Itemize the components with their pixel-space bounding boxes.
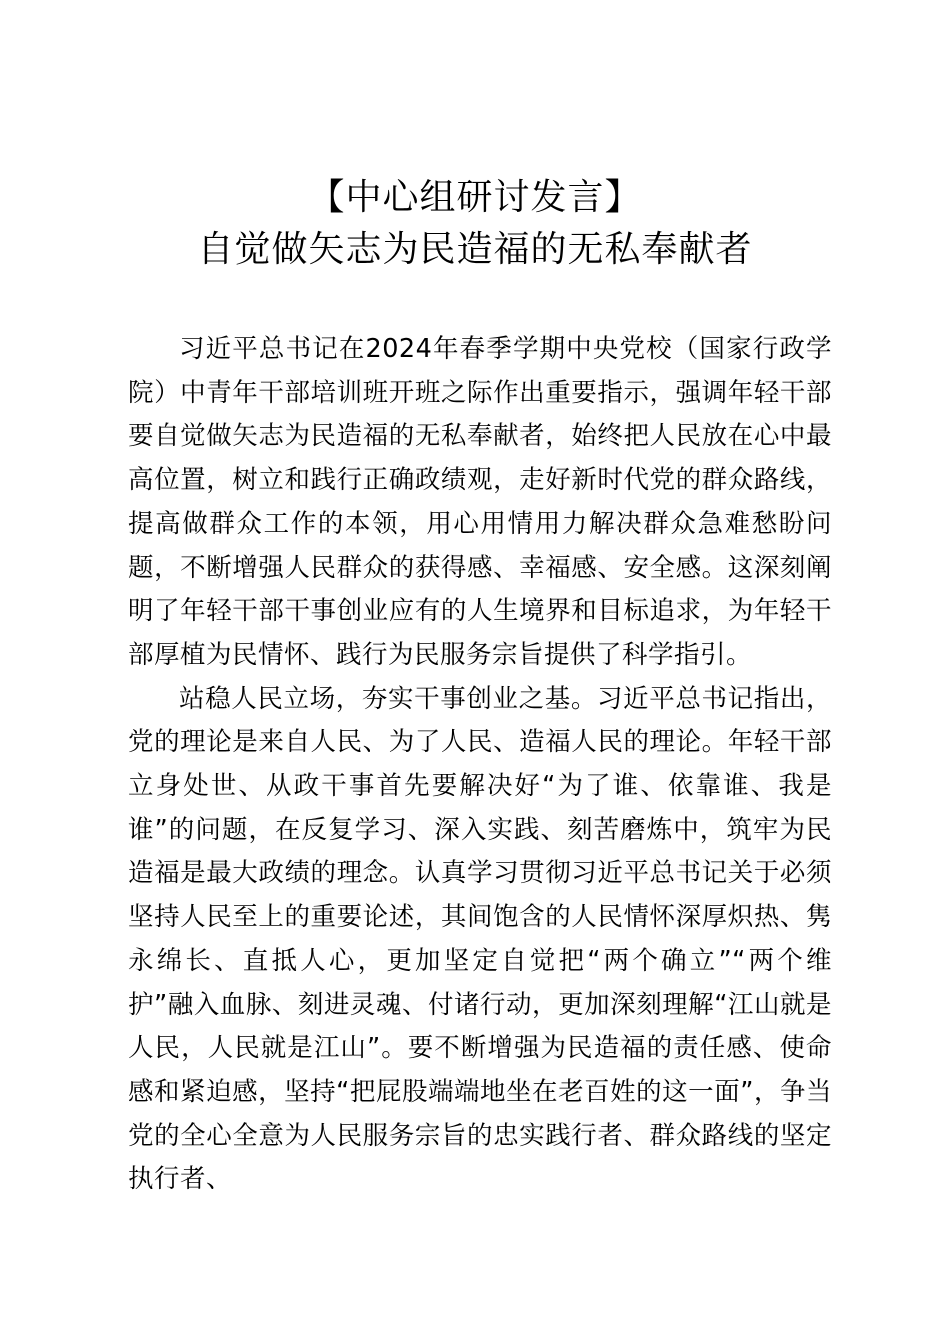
- title-line-1: 【中心组研讨发言】: [308, 177, 642, 218]
- title-line-2: 自觉做矢志为民造福的无私奉献者: [197, 229, 753, 270]
- document-body: [128, 328, 832, 1202]
- document-title: [0, 172, 950, 276]
- paragraph-2: 站稳人民立场，夯实干事创业之基。习近平总书记指出，党的理论是来自人民、为了人民、造福人民的理论。年轻干部立身处世、从政干事首先要解决好“为了谁、依靠谁、我是谁”的问题，在反复学习、深入实践、刻苦磨炼中，筑牢为民造福是最大政绩的理念。认真学习贯彻习近平总书记关于必须坚持人民至上的重要论述，其间饱含的人民情怀深厚炽热、隽永绵长、直抵人心，更加坚定自觉把“两个确立”“两个维护”融入血脉、刻进灵魂、付诸行动，更加深刻理解“江山就是人民，人民就是江山”。要不断增强为民造福的责任感、使命感和紧迫感，坚持“把屁股端端地坐在老百姓的这一面”，争当党的全心全意为人民服务宗旨的忠实践行者、群众路线的坚定执行者、: [128, 683, 832, 1195]
- paragraph-1: 习近平总书记在2024年春季学期中央党校（国家行政学院）中青年干部培训班开班之际作出重要指示，强调年轻干部要自觉做矢志为民造福的无私奉献者，始终把人民放在心中最高位置，树立和践行正确政绩观，走好新时代党的群众路线，提高做群众工作的本领，用心用情用力解决群众急难愁盼问题，不断增强人民群众的获得感、幸福感、安全感。这深刻阐明了年轻干部干事创业应有的人生境界和目标追求，为年轻干部厚植为民情怀、践行为民服务宗旨提供了科学指引。: [128, 334, 832, 670]
